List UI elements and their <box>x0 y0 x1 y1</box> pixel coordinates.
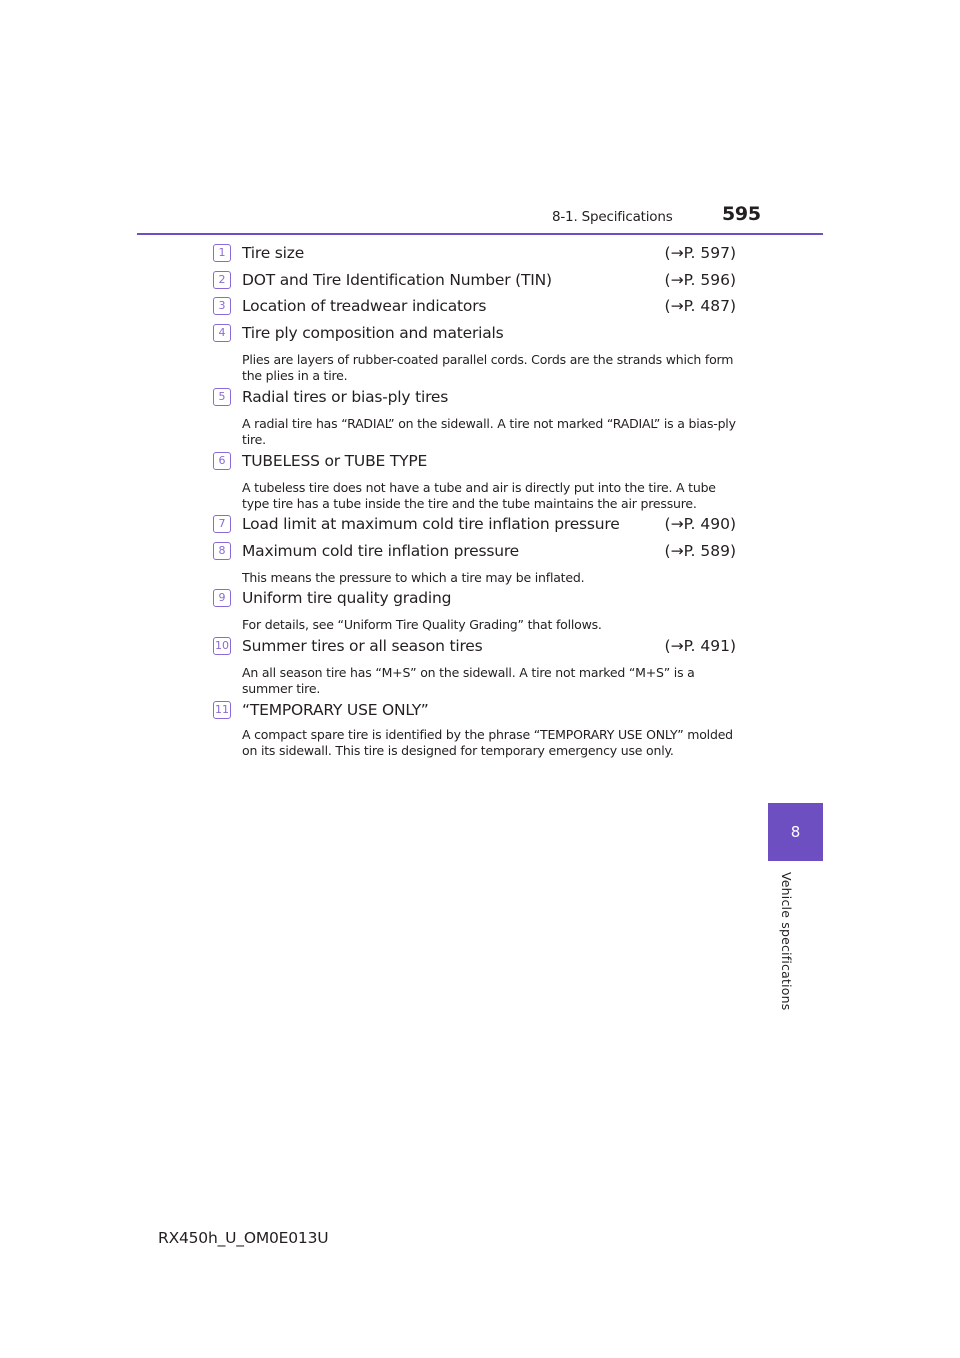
item-title: Location of treadwear indicators <box>242 297 487 315</box>
page-reference-link[interactable]: (→P. 487) <box>664 297 736 315</box>
item-description: A compact spare tire is identified by the phrase “TEMPORARY USE ONLY” molded on its sidewall. This tire is designed for temporary emergency use only. <box>242 727 733 758</box>
item-description: Plies are layers of rubber-coated parallel cords. Cords are the strands which form the plies in a tire. <box>242 352 734 383</box>
item-number-badge: 11 <box>213 701 231 719</box>
item-title: Tire ply composition and materials <box>242 324 504 342</box>
page-number: 595 <box>722 203 761 225</box>
item-title: Load limit at maximum cold tire inflation pressure <box>242 515 620 533</box>
item-title: Uniform tire quality grading <box>242 589 452 607</box>
item-description: For details, see “Uniform Tire Quality Grading” that follows. <box>242 617 602 632</box>
item-number-badge: 3 <box>213 297 231 315</box>
model-code: RX450h_U_OM0E013U <box>158 1229 329 1247</box>
item-number-badge: 5 <box>213 388 231 406</box>
chapter-label: Vehicle specifications <box>779 872 794 1011</box>
item-title: Tire size <box>242 244 305 262</box>
item-description: An all season tire has “M+S” on the sidewall. A tire not marked “M+S” is a summer tire. <box>242 665 695 696</box>
item-description: A radial tire has “RADIAL” on the sidewall. A tire not marked “RADIAL” is a bias-ply tire. <box>242 416 736 447</box>
chapter-number: 8 <box>790 823 801 841</box>
item-number-badge: 7 <box>213 515 231 533</box>
page-reference-link[interactable]: (→P. 597) <box>664 244 736 262</box>
item-title: Radial tires or bias-ply tires <box>242 388 449 406</box>
item-description: This means the pressure to which a tire may be inflated. <box>242 570 585 585</box>
item-number-badge: 1 <box>213 244 231 262</box>
item-number-badge: 6 <box>213 452 231 470</box>
item-title: “TEMPORARY USE ONLY” <box>242 701 429 719</box>
item-description: A tubeless tire does not have a tube and air is directly put into the tire. A tube type tire has a tube inside the tire and the tube maintains the air pressure. <box>242 480 716 511</box>
item-number-badge: 10 <box>213 637 231 655</box>
item-number-badge: 2 <box>213 271 231 289</box>
page-reference-link[interactable]: (→P. 490) <box>664 515 736 533</box>
item-title: TUBELESS or TUBE TYPE <box>242 452 428 470</box>
section-title: 8-1. Specifications <box>552 209 673 225</box>
header-divider <box>137 233 823 235</box>
chapter-tab[interactable] <box>768 803 823 861</box>
page-reference-link[interactable]: (→P. 491) <box>664 637 736 655</box>
page-reference-link[interactable]: (→P. 589) <box>664 542 736 560</box>
item-number-badge: 9 <box>213 589 231 607</box>
item-title: DOT and Tire Identification Number (TIN) <box>242 271 552 289</box>
item-number-badge: 8 <box>213 542 231 560</box>
item-number-badge: 4 <box>213 324 231 342</box>
page-reference-link[interactable]: (→P. 596) <box>664 271 736 289</box>
item-title: Summer tires or all season tires <box>242 637 483 655</box>
item-title: Maximum cold tire inflation pressure <box>242 542 520 560</box>
